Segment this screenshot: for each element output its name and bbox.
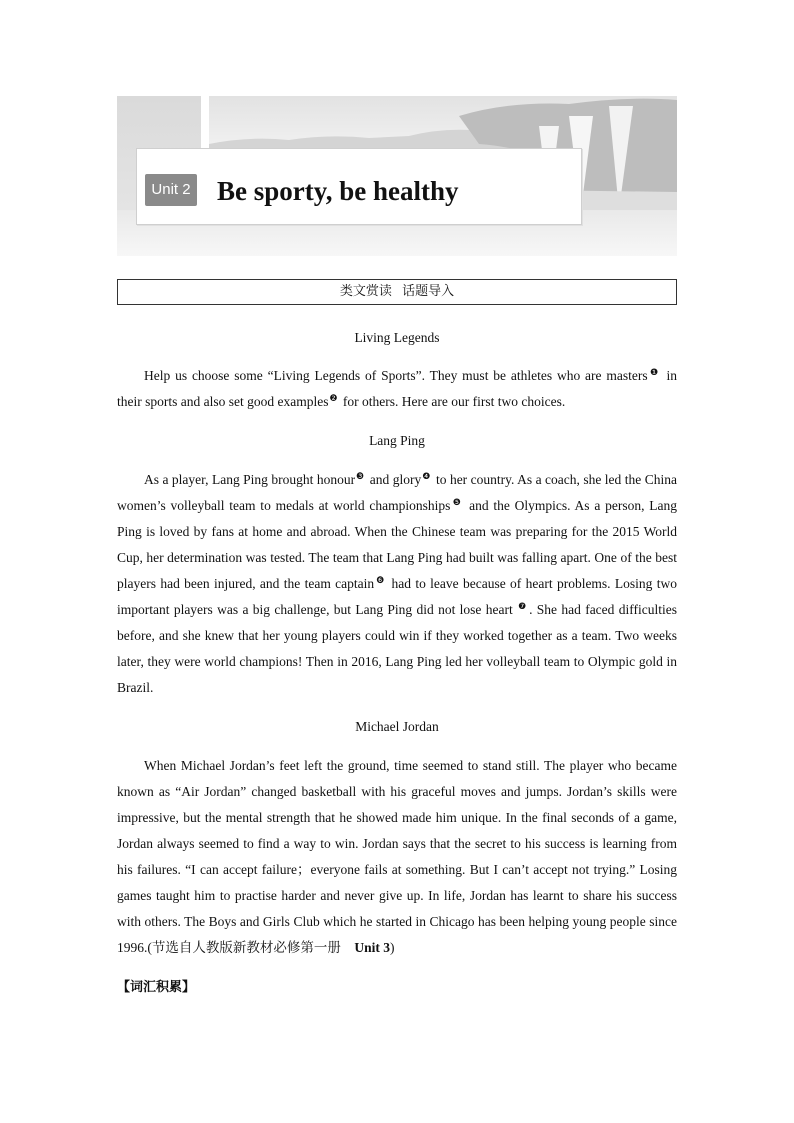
section-header [117, 279, 677, 305]
note-marker-7: ❼ [518, 602, 528, 612]
unit-banner [117, 96, 677, 256]
jordan-paragraph: When Michael Jordan’s feet left the ground, time seemed to stand still. The player who became known as “Air Jordan” changed basketball with his graceful moves and jumps. Jordan’s skills were impressive, but the mental strength that he showed made him unique. In the final seconds of a game, Jordan always seemed to find a way to win. Jordan says that the secret to his success is learning from his failures. “I can accept failure；everyone fails at something. But I can’t accept not trying.” Losing games taught him to practise harder and never give up. In life, Jordan has learnt to share his success with others. The Boys and Girls Club which he started in Chicago has been helping young people since 1996.(节选自人教版新教材必修第一册 Unit 3) [117, 758, 677, 955]
note-marker-6: ❻ [375, 576, 386, 586]
jordan-heading: Michael Jordan [355, 719, 439, 734]
note-marker-4: ❹ [422, 472, 431, 482]
article-title: Living Legends [354, 330, 440, 345]
unit-title-box [136, 148, 582, 225]
unit-badge: Unit 2 [145, 174, 197, 206]
lang-ping-heading: Lang Ping [369, 433, 425, 448]
lang-ping-paragraph: As a player, Lang Ping brought honour$^❸$ and glory$^❹$ to her country. As a coach, she led the China women’s volleyball team to medals at world championships$^❺$ and the Olympics. As a person, Lang Ping is loved by fans at home and abroad. When the Chinese team was preparing for the 2015 World Cup, her determination was tested. The team that Lang Ping had built was falling apart. One of the best players had been injured, and the team captain$^❻$ had to leave because of heart problems. Losing two important players was a big challenge, but Lang Ping did not lose heart $^❼$ . She had faced difficulties before, and she knew that her young players could win if they worked together as a team. Two weeks later, they were world champions! Then in 2016, Lang Ping led her volleyball team to Olympic gold in Brazil. [117, 472, 677, 695]
note-marker-1: ❶ [648, 368, 660, 378]
note-marker-2: ❷ [329, 394, 338, 404]
section-label-topic: 话题导入 [402, 284, 455, 299]
vocab-heading: 【词汇积累】 [117, 980, 196, 995]
note-marker-5: ❺ [451, 498, 463, 508]
note-marker-3: ❸ [356, 472, 365, 482]
unit-title: Be sporty, be healthy [217, 176, 459, 206]
article [117, 325, 677, 961]
section-label-reading: 类文赏读 [339, 284, 392, 299]
source-note: (节选自人教版新教材必修第一册 [147, 940, 355, 955]
intro-paragraph: Help us choose some “Living Legends of Sports”. They must be athletes who are masters$^❶$ in their sports and also set good examples$^❷$ for others. Here are our first two choices. [117, 368, 677, 409]
source-unit: Unit 3 [354, 940, 391, 955]
